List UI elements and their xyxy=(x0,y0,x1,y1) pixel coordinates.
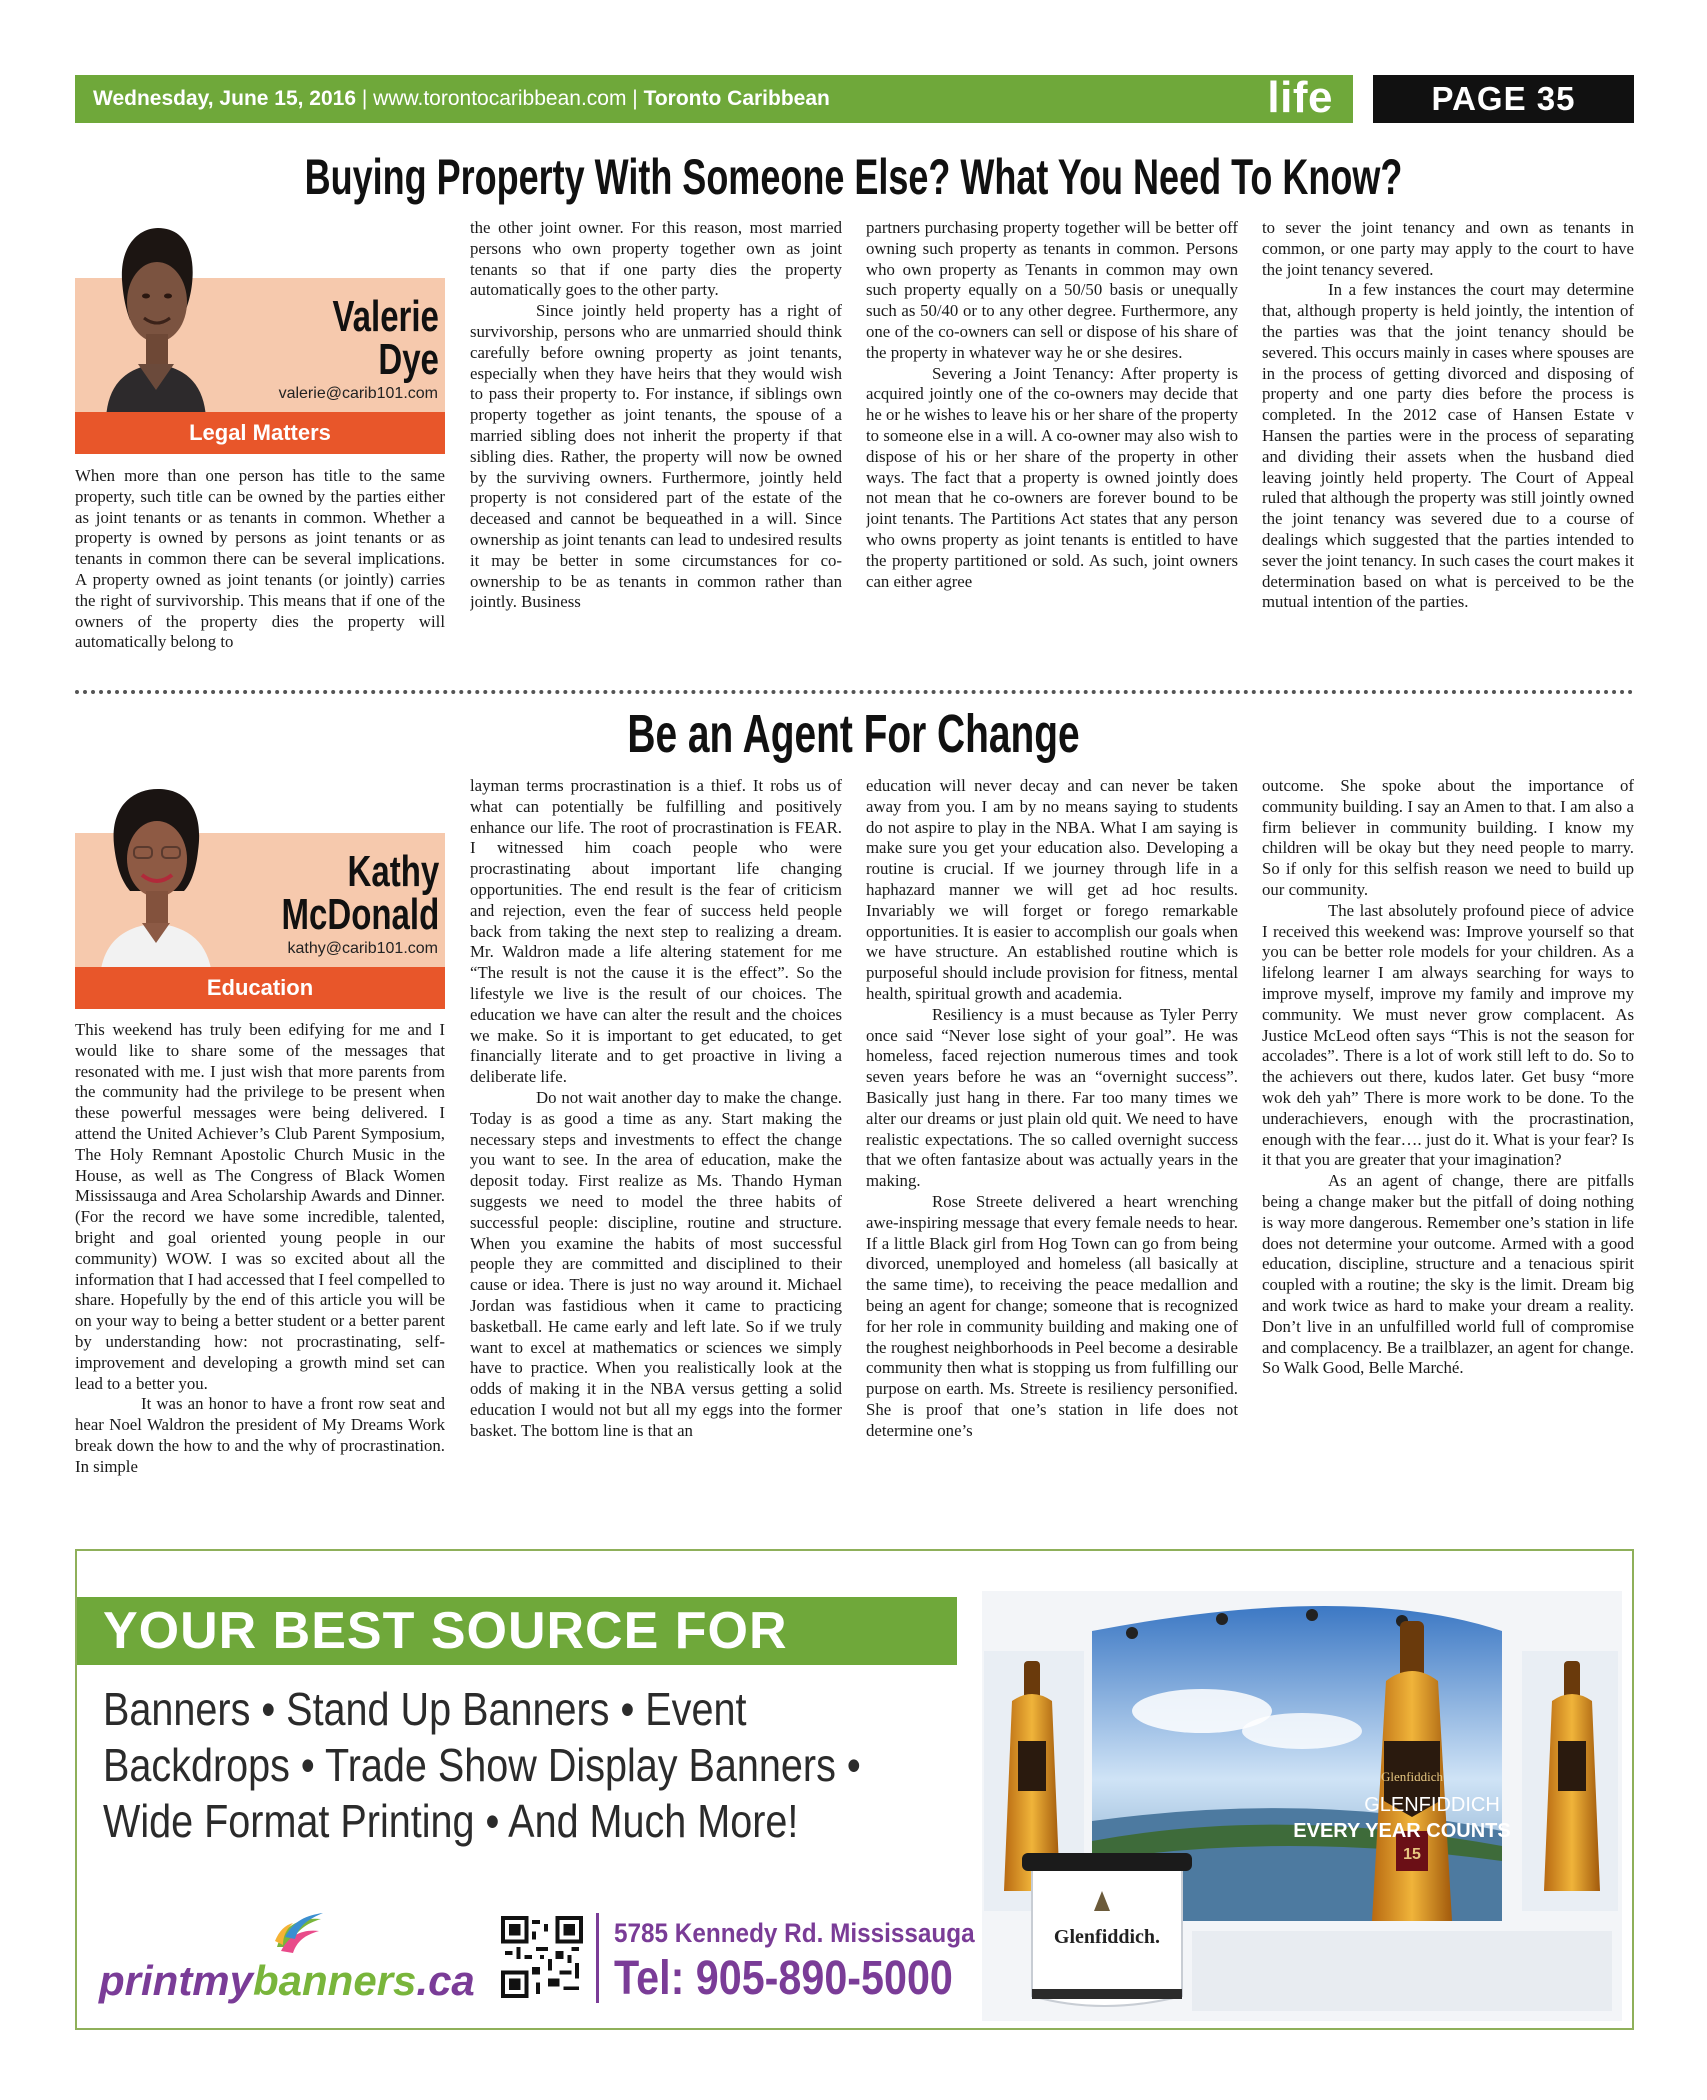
paragraph: the other joint owner. For this reason, most married persons who own property together own as joint tenants so that if one party dies the property automatically goes to the other party. xyxy=(470,218,842,300)
ad-services-line: Backdrops • Trade Show Display Banners • xyxy=(103,1739,861,1791)
printmybanners-logo[interactable] xyxy=(99,1911,489,2011)
article-2-column-3 xyxy=(866,776,1238,1536)
author-name-kathy xyxy=(281,847,439,940)
category-legal-matters: Legal Matters xyxy=(75,412,445,454)
author-photo-valerie xyxy=(86,218,226,418)
paragraph: Since jointly held property has a right of survivorship, persons who are unmarried should think carefully before owning property as joint tenants, especially when they have heirs that they would wish to pass their property to. For instance, if siblings own property together as joint tenants, the spouse of a married sibling does not inherit the property if that sibling dies. Rather, the property will now be owned by the surviving owners. Furthermore, jointly held property is not considered part of the estate of the deceased and cannot be bequeathed in a will. Since ownership as joint tenants can lead to undesired results it may be better in some circumstances for co-ownership to be as tenants in common rather than jointly. Business xyxy=(470,301,842,612)
bottle-age-text: 15 xyxy=(1403,1846,1421,1863)
publication-name: Toronto Caribbean xyxy=(643,87,830,110)
paragraph: Rose Streete delivered a heart wrenching awe-inspiring message that every female needs to hear. If a little Black girl from Hog Town can go from being divorced, unemployed and homeless (all basically at the same time), to receiving the peace medallion and being an agent for change; someone that is recognized for her role in community building and making one of the roughest neighborhoods in Peel become a desirable community then what is stopping us from fulfilling our purpose on earth. Ms. Streete is resiliency personified. She is proof that one’s station in life does not determine one’s xyxy=(866,1191,1238,1440)
website-link[interactable]: www.torontocaribbean.com xyxy=(373,87,627,110)
logo-wordmark-part: printmy xyxy=(99,1957,254,2004)
category-education: Education xyxy=(75,967,445,1009)
ad-phone[interactable]: Tel: 905-890-5000 xyxy=(614,1952,953,2005)
paragraph: When more than one person has title to the same property, such title can be owned by the parties either as joint tenants or as tenants in common. Whether a property is owned by persons as joint tenants or as tenants in common there can be several implications. A property owned as joint tenants (or jointly) carries the right of survivorship. This means that if one of the owners of the property dies the property will automatically belong to xyxy=(75,466,445,652)
page-number: PAGE 35 xyxy=(1373,75,1634,123)
printmybanners-swirl-icon xyxy=(271,1911,327,1955)
paragraph: As an agent of change, there are pitfalls being a change maker but the pitfall of doing nothing is way more dangerous. Remember one’s station in life does not determine your outcome. Armed with a good education, discipline, structure and a tenacious spirit coupled with a routine; the sky is the limit. Dream big and work twice as hard to make your dream a reality. Don’t live in an unfulfilled world full of compromise and complacency. Be a trailblazer, an agent for change. So Walk Good, Belle Marché. xyxy=(1262,1171,1634,1378)
author-first-name: Valerie xyxy=(332,292,439,341)
article-1-column-4 xyxy=(1262,218,1634,684)
logo-wordmark-part: banners xyxy=(253,1957,417,2004)
ad-address: 5785 Kennedy Rd. Mississauga xyxy=(614,1918,975,1948)
logo-wordmark-part: .ca xyxy=(416,1957,475,2004)
article-divider xyxy=(75,690,1634,694)
paragraph: In a few instances the court may determine that, although property is held jointly, the intention of the parties was that the joint tenancy should be severed. This occurs mainly in cases where spouses are in the process of getting divorced and disposing of property and one party dies before the process is completed. In the 2012 case of Hansen Estate v Hansen the parties were in the process of separating and dividing their assets when the husband died leaving jointly held property. The Court of Appeal ruled that although the property was still jointly owned the joint tenancy was severed due to a course of dealings which suggested that the parties intended to sever the joint tenancy. In such cases the court makes it determination based on what is perceived to be the mutual intention of the parties. xyxy=(1262,280,1634,612)
author-email-kathy[interactable]: kathy@carib101.com xyxy=(287,940,438,957)
header-info xyxy=(93,87,830,111)
counter-brand-text: Glenfiddich. xyxy=(1053,1926,1161,1948)
logo-wordmark xyxy=(99,1957,475,2005)
author-last-name: McDonald xyxy=(281,890,439,940)
issue-date: Wednesday, June 15, 2016 xyxy=(93,87,357,110)
paragraph: outcome. She spoke about the importance of community building. I say an Amen to that. I am also a firm believer in community building. I know my children will be okay but they need people to marry. So if only for this selfish reason we need to build up our community. xyxy=(1262,776,1634,899)
article-1-column-1 xyxy=(75,466,445,684)
paragraph: layman terms procrastination is a thief. It robs us of what can potentially be fulfilling and positively enhance our life. The root of procrastination is FEAR. I witnessed him coach people who were procrastinating about important life changing opportunities. The end result is the fear of criticism and rejection, even the fear of success held people back from taking the next step to realizing a dream. Mr. Waldron made a life altering statement for me “The result is not the cause it is the effect”. So the lifestyle we live is the result of our choices. The education we have can alter the result and the choices we make. So it is important to get educated, to get financially literate and to get proactive in living a deliberate life. xyxy=(470,776,842,1087)
display-brand-text: GLENFIDDICH xyxy=(1364,1794,1500,1816)
article-2-column-2 xyxy=(470,776,842,1536)
ad-services-line: Banners • Stand Up Banners • Event xyxy=(103,1683,747,1735)
author-last-name: Dye xyxy=(378,335,439,385)
paragraph: Do not wait another day to make the change. Today is as good a time as any. Start making the necessary steps and investments to effect the change you want to see. In the area of education, make the deposit today. First realize as Ms. Thando Hyman suggests we need to model the three habits of successful people: discipline, routine and structure. When you examine the habits of most successful people they are committed and disciplined to their cause or idea. There is just no way around it. Michael Jordan was fastidious when it came to practicing basketball. He came early and left late. So if we truly want to excel at mathematics or sciences we simply have to practice. When you realistically look at the odds of making it in the NBA versus getting a solid education I would not but all my eggs into the former basket. The bottom line is that an xyxy=(470,1087,842,1440)
paragraph: education will never decay and can never be taken away from you. I am by no means saying to students do not aspire to play in the NBA. What I am saying is make sure you get your education also. Developing a routine is crucial. If we journey through life in a haphazard manner we will get ad hoc results. Invariably we will forget or forego remarkable opportunities. It is easier to accomplish our goals when we have structure. An established routine which is purposeful should include provision for fitness, mental health, spiritual growth and academia. xyxy=(866,776,1238,1003)
paragraph: partners purchasing property together will be better off owning such property as tenants in common. Persons who own property as Tenants in common may own such property equally on a 50/50 basis or unequally such as 50/40 or to any other degree. Furthermore, any one of the co-owners can sell or dispose of his share of the property in whatever way he or she desires. xyxy=(866,218,1238,362)
ad-headline-band: YOUR BEST SOURCE FOR xyxy=(77,1597,957,1665)
article-1-column-2 xyxy=(470,218,842,684)
qr-code-icon[interactable] xyxy=(501,1916,583,1998)
author-email-valerie[interactable]: valerie@carib101.com xyxy=(278,385,438,402)
article-2-column-4 xyxy=(1262,776,1634,1496)
paragraph: This weekend has truly been edifying for me and I would like to share some of the messages that resonated with me. I just wish that more parents from the community had the privilege to be present when these powerful messages were being delivered. I attend the United Achiever’s Club Parent Symposium, The Holy Remnant Apostolic Church Music in the House, as well as The Congress of Black Women Mississauga and Area Scholarship Awards and Dinner. (For the record we have some incredible, talented, bright and goal oriented young people in our community) WOW. I was so excited about all the information that I had accessed that I feel compelled to share. Hopefully by the end of this article you will be on your way to being a better student or a better parent by understanding how: not procrastinating, self-improvement and developing a growth mind set can lead to a better you. xyxy=(75,1020,445,1393)
paragraph: Resiliency is a must because as Tyler Perry once said “Never lose sight of your goal”. He was homeless, faced rejection numerous times and took seven years before he was an “overnight success”. Basically just hang in there. Far too many times we alter our dreams or just plain old quit. We need to have realistic expectations. The so called overnight success that we often fantasize about was actually years in the making. xyxy=(866,1004,1238,1191)
ad-services-line: Wide Format Printing • And Much More! xyxy=(103,1795,799,1847)
ad-divider xyxy=(596,1913,599,2003)
article-2-column-1 xyxy=(75,1020,445,1536)
article-1-headline: Buying Property With Someone Else? What You Need To Know? xyxy=(304,149,1403,205)
header-separator: | xyxy=(356,87,374,110)
bottle-label-text: Glenfiddich xyxy=(1380,1769,1444,1784)
article-2-headline: Be an Agent For Change xyxy=(627,704,1080,764)
ad-services-list xyxy=(103,1681,877,1849)
author-name-valerie xyxy=(332,292,439,385)
paragraph: Severing a Joint Tenancy: After property is acquired jointly one of the co-owners may decide that he or he wishes to leave his or her share of the property to someone else in a will. A co-owner may also wish to dispose of his or her share of the property in other ways. The fact that a property is owned jointly does not mean that he co-owners are forever bound to be joint tenants. The Partitions Act states that any person who owns property as joint tenants is entitled to have the property partitioned or sold. As such, joint owners can either agree xyxy=(866,363,1238,591)
paragraph: The last absolutely profound piece of advice I received this weekend was: Improve yourself so that you can be better role models for your children. As a lifelong learner I am always searching for ways to improve myself, improve my family and improve my community. We must never grow complacent. As Justice McLeod often says “This is not the season for accolades”. There is a lot of work still left to do. So to the achievers out there, kudos later. Get busy “more wok deh yah” There is more work to be done. To the underachievers, enough with the procrastination, enough with the fear…. just do it. What is your fear? Is it that you are greater that your imagination? xyxy=(1262,900,1634,1170)
article-1-column-3 xyxy=(866,218,1238,684)
paragraph: to sever the joint tenancy and own as tenants in common, or one party may apply to the court to have the joint tenancy severed. xyxy=(1262,218,1634,279)
header-bar xyxy=(75,75,1353,123)
header-separator: | xyxy=(626,87,644,110)
display-tagline-text: EVERY YEAR COUNTS xyxy=(1293,1820,1511,1842)
advertisement[interactable] xyxy=(75,1549,1634,2030)
section-label: life xyxy=(1267,73,1333,122)
author-first-name: Kathy xyxy=(347,847,439,896)
trade-show-display-graphic xyxy=(982,1591,1622,2021)
author-photo-kathy xyxy=(86,775,226,975)
paragraph: It was an honor to have a front row seat and hear Noel Waldron the president of My Dreams Work break down the how to and the why of procrastination. In simple xyxy=(75,1394,445,1476)
